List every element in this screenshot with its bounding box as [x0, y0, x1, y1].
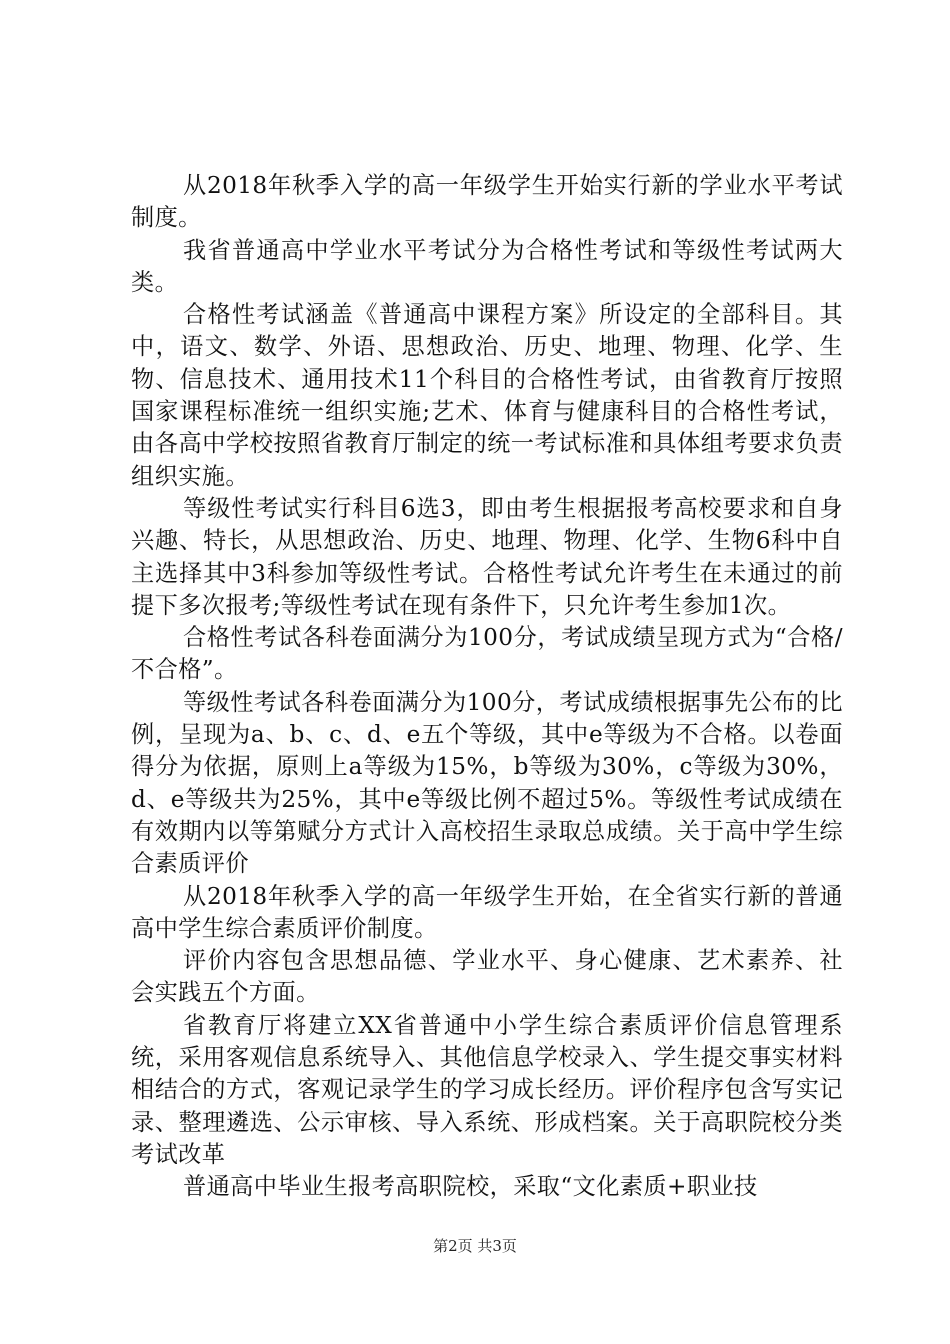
paragraph: 等级性考试各科卷面满分为100分，考试成绩根据事先公布的比例，呈现为a、b、c、d、e五个等级，其中e等级为不合格。以卷面得分为依据，原则上a等级为15%，b等级为30%，c等级为30%，d、e等级共为25%，其中e等级比例不超过5%。等级性考试成绩在有效期内以等第赋分方式计入高校招生录取总成绩。关于高中学生综合素质评价 [131, 688, 843, 878]
paragraph: 从2018年秋季入学的高一年级学生开始实行新的学业水平考试制度。 [131, 172, 843, 232]
paragraph: 普通高中毕业生报考高职院校，采取“文化素质+职业技 [183, 1173, 758, 1201]
paragraph: 合格性考试涵盖《普通高中课程方案》所设定的全部科目。其中，语文、数学、外语、思想政治、历史、地理、物理、化学、生物、信息技术、通用技术11个科目的合格性考试，由省教育厅按照国家课程标准统一组织实施;艺术、体育与健康科目的合格性考试，由各高中学校按照省教育厅制定的统一考试标准和具体组考要求负责组织实施。 [131, 301, 843, 490]
paragraph: 评价内容包含思想品德、学业水平、身心健康、艺术素养、社会实践五个方面。 [131, 947, 843, 1007]
paragraph: 等级性考试实行科目6选3，即由考生根据报考高校要求和自身兴趣、特长，从思想政治、历史、地理、物理、化学、生物6科中自主选择其中3科参加等级性考试。合格性考试允许考生在未通过的前提下多次报考;等级性考试在现有条件下，只允许考生参加1次。 [131, 494, 843, 619]
paragraph: 合格性考试各科卷面满分为100分，考试成绩呈现方式为“合格/不合格”。 [131, 624, 843, 684]
paragraph: 从2018年秋季入学的高一年级学生开始，在全省实行新的普通高中学生综合素质评价制度。 [131, 882, 843, 942]
paragraph: 省教育厅将建立XX省普通中小学生综合素质评价信息管理系统，采用客观信息系统导入、其他信息学校录入、学生提交事实材料相结合的方式，客观记录学生的学习成长经历。评价程序包含写实记录、整理遴选、公示审核、导入系统、形成档案。关于高职院校分类考试改革 [131, 1011, 843, 1168]
paragraph: 我省普通高中学业水平考试分为合格性考试和等级性考试两大类。 [131, 236, 843, 296]
document-body [131, 170, 843, 1204]
page-number-footer: 第2页 共3页 [433, 1237, 517, 1255]
